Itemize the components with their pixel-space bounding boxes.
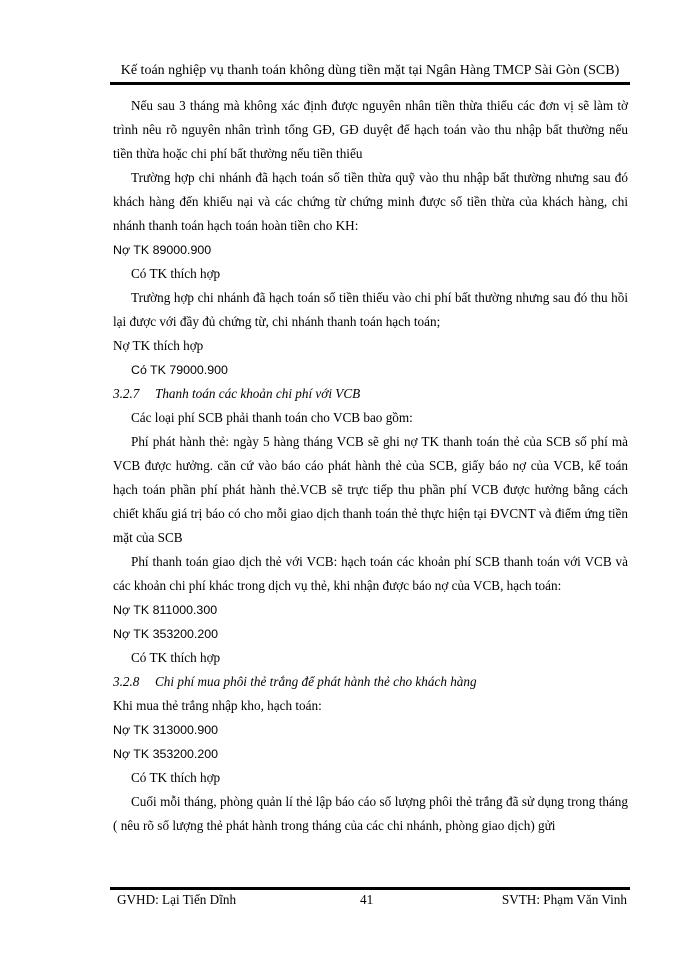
paragraph-transaction-fee: Phí thanh toán giao dịch thẻ với VCB: hạch toán các khoản phí SCB thanh toán với VCB và các khoản chi phí khác trong dịch vụ thẻ, khi nhận được báo nợ của VCB, hạch toán: (113, 554, 628, 593)
section-heading-3-2-8 (113, 670, 628, 694)
paragraph-fee-types: Các loại phí SCB phải thanh toán cho VCB bao gồm: (131, 410, 413, 425)
header-rule (110, 82, 630, 85)
entry-debit-313000900: Nợ TK 313000.900 (113, 723, 219, 737)
entry-debit-353200200: Nợ TK 353200.200 (113, 627, 219, 641)
paragraph-monthly-report: Cuối mỗi tháng, phòng quản lí thẻ lập báo cáo số lượng phôi thẻ trắng đã sử dụng trong tháng ( nêu rõ số lượng thẻ phát hành trong tháng của các chi nhánh, phòng giao dịch) gửi (113, 794, 628, 833)
paragraph-unresolved-difference: Nếu sau 3 tháng mà không xác định được nguyên nhân tiền thừa thiếu các đơn vị sẽ làm tờ trình nêu rõ nguyên nhân trình tổng GĐ, GĐ duyệt để hạch toán vào thu nhập bất thường nếu tiền thừa hoặc chi phí bất thường nếu tiền thiếu (113, 98, 628, 161)
page-body (113, 94, 628, 838)
paragraph-blank-card-purchase: Khi mua thẻ trắng nhập kho, hạch toán: (113, 698, 322, 713)
entry-credit-appropriate: Có TK thích hợp (131, 266, 221, 281)
section-title: Chi phí mua phôi thẻ trắng để phát hành thẻ cho khách hàng (155, 674, 477, 689)
paragraph-shortage-recovery: Trường hợp chi nhánh đã hạch toán số tiền thiếu vào chi phí bất thường nhưng sau đó thu hồi lại được với đầy đủ chứng từ, chi nhánh thanh toán hạch toán; (113, 290, 628, 329)
page-footer (117, 890, 627, 910)
paragraph-card-issuance-fee: Phí phát hành thẻ: ngày 5 hàng tháng VCB sẽ ghi nợ TK thanh toán thẻ của SCB số phí mà VCB được hưởng. căn cứ vào báo cáo phát hành thẻ của SCB, giấy báo nợ của VCB, kế toán hạch toán phần phí phát hành thẻ.VCB sẽ trực tiếp thu phần phí VCB được hưởng bằng cách chiết khấu giá trị báo có cho mỗi giao dịch thanh toán thẻ thực hiện tại ĐVCNT và điểm ứng tiền mặt của SCB (113, 434, 628, 545)
entry-debit-appropriate: Nợ TK thích hợp (113, 338, 204, 353)
entry-debit-89000900: Nợ TK 89000.900 (113, 243, 212, 257)
entry-credit-79000900: Có TK 79000.900 (131, 363, 228, 377)
footer-supervisor: GVHD: Lại Tiến Dĩnh (117, 892, 237, 907)
entry-credit-appropriate: Có TK thích hợp (131, 770, 221, 785)
entry-debit-353200200: Nợ TK 353200.200 (113, 747, 219, 761)
entry-debit-811000300: Nợ TK 811000.300 (113, 603, 218, 617)
page-header: Kế toán nghiệp vụ thanh toán không dùng tiền mặt tại Ngân Hàng TMCP Sài Gòn (SCB) (120, 63, 620, 78)
section-title: Thanh toán các khoản chi phí với VCB (155, 386, 361, 401)
page-number: 41 (360, 892, 374, 907)
footer-student: SVTH: Phạm Văn Vinh (501, 892, 627, 907)
section-heading-3-2-7 (113, 382, 628, 406)
section-number: 3.2.8 (113, 674, 140, 689)
paragraph-surplus-refund: Trường hợp chi nhánh đã hạch toán số tiền thừa quỹ vào thu nhập bất thường nhưng sau đó khách hàng đến khiếu nại và các chứng từ chứng minh được số tiền thừa của khách hàng, chi nhánh thanh toán hạch toán hoàn tiền cho KH: (113, 170, 628, 233)
section-number: 3.2.7 (113, 386, 140, 401)
entry-credit-appropriate: Có TK thích hợp (131, 650, 221, 665)
